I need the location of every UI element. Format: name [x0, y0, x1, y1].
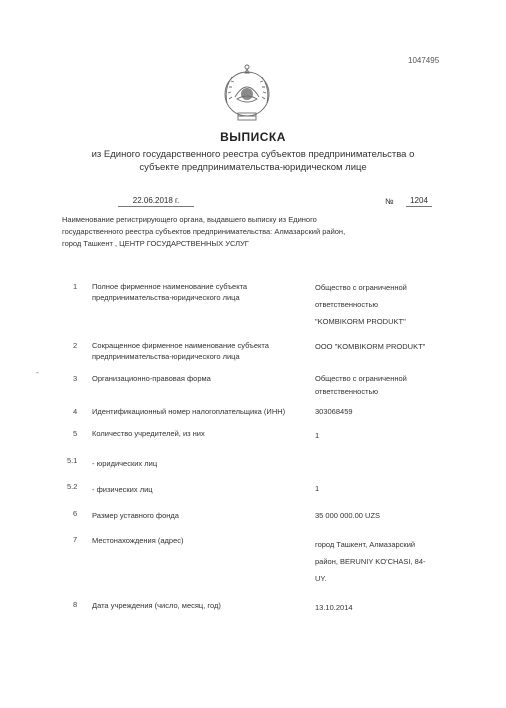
- row-label-line: Сокращенное фирменное наименование субъекта: [92, 341, 269, 350]
- row-value: [315, 429, 465, 442]
- row-number: 5.2: [67, 482, 78, 491]
- state-emblem-icon: [218, 63, 276, 125]
- row-value: [315, 340, 475, 353]
- subtitle-line-2: субъекте предпринимательства-юридическом лице: [139, 162, 367, 173]
- row-label: [92, 510, 302, 521]
- row-label-line: Дата учреждения (число, месяц, год): [92, 601, 221, 610]
- row-value-line: UY.: [315, 574, 327, 583]
- row-label-line: - физических лиц: [92, 485, 153, 494]
- row-number: 8: [73, 600, 78, 609]
- subtitle-line-1: из Единого государственного реестра субъектов предпринимательства о: [91, 149, 415, 160]
- row-value: [315, 482, 465, 495]
- row-label: [92, 373, 302, 384]
- row-number: 5.1: [67, 456, 78, 465]
- row-label-line: Идентификационный номер налогоплательщика (ИНН): [92, 407, 286, 416]
- extract-number: 1204: [406, 196, 432, 207]
- row-value-line: город Ташкент, Алмазарский: [315, 540, 416, 549]
- issue-date: 22.06.2018 г.: [118, 196, 194, 207]
- registrar-line-2: государственного реестра субъектов предпринимательства: Алмазарский район,: [62, 227, 346, 236]
- row-value: [315, 536, 465, 587]
- row-label-line: Организационно-правовая форма: [92, 374, 211, 383]
- row-number: 5: [73, 429, 78, 438]
- row-value-line: "KOMBIKORM PRODUKT": [315, 317, 406, 326]
- row-number: 4: [73, 407, 78, 416]
- registrar-line-1: Наименование регистрирующего органа, выдавшего выписку из Единого: [62, 215, 317, 224]
- row-value-line: Общество с ограниченной: [315, 374, 407, 383]
- row-label: [92, 340, 302, 362]
- row-label: [92, 484, 302, 495]
- row-value: [315, 601, 465, 614]
- row-value: [315, 281, 465, 328]
- row-value-line: 13.10.2014: [315, 603, 353, 612]
- row-value-line: 35 000 000.00 UZS: [315, 511, 381, 520]
- row-value-line: ответственностью: [315, 387, 379, 396]
- row-value: [315, 509, 465, 522]
- number-label: №: [385, 197, 394, 206]
- document-number: 1047495: [408, 56, 440, 65]
- row-label: [92, 600, 302, 611]
- row-value-line: 1: [315, 484, 320, 493]
- row-label-line: Размер уставного фонда: [92, 511, 179, 520]
- row-value-line: ООО "KOMBIKORM PRODUKT": [315, 342, 426, 351]
- row-label-line: - юридических лиц: [92, 459, 158, 468]
- row-number: 7: [73, 535, 78, 544]
- row-value-line: 303068459: [315, 407, 353, 416]
- row-label: [92, 281, 302, 303]
- registrar-info: [62, 214, 382, 250]
- document-title: ВЫПИСКА: [220, 130, 286, 144]
- row-label-line: Количество учредителей, из них: [92, 429, 205, 438]
- row-value-line: район, BERUNIY KO'CHASI, 84-: [315, 557, 426, 566]
- row-label: [92, 535, 302, 546]
- row-value-line: 1: [315, 431, 320, 440]
- row-number: 6: [73, 509, 78, 518]
- row-value: [315, 405, 465, 418]
- row-value-line: Общество с ограниченной: [315, 283, 407, 292]
- row-label-line: предпринимательства-юридического лица: [92, 293, 240, 302]
- row-value-line: ответственностью: [315, 300, 379, 309]
- stray-mark: -: [36, 368, 39, 377]
- row-label-line: Местонахождения (адрес): [92, 536, 184, 545]
- row-label-line: предпринимательства-юридического лица: [92, 352, 240, 361]
- row-label-line: Полное фирменное наименование субъекта: [92, 282, 248, 291]
- row-number: 1: [73, 282, 78, 291]
- row-number: 2: [73, 341, 78, 350]
- registrar-line-3: город Ташкент , ЦЕНТР ГОСУДАРСТВЕННЫХ УСЛУГ: [62, 239, 249, 248]
- row-label: [92, 458, 302, 469]
- row-label: [92, 406, 312, 417]
- row-label: [92, 428, 302, 439]
- row-value: [315, 372, 465, 398]
- row-number: 3: [73, 374, 78, 383]
- document-subtitle: [40, 148, 466, 174]
